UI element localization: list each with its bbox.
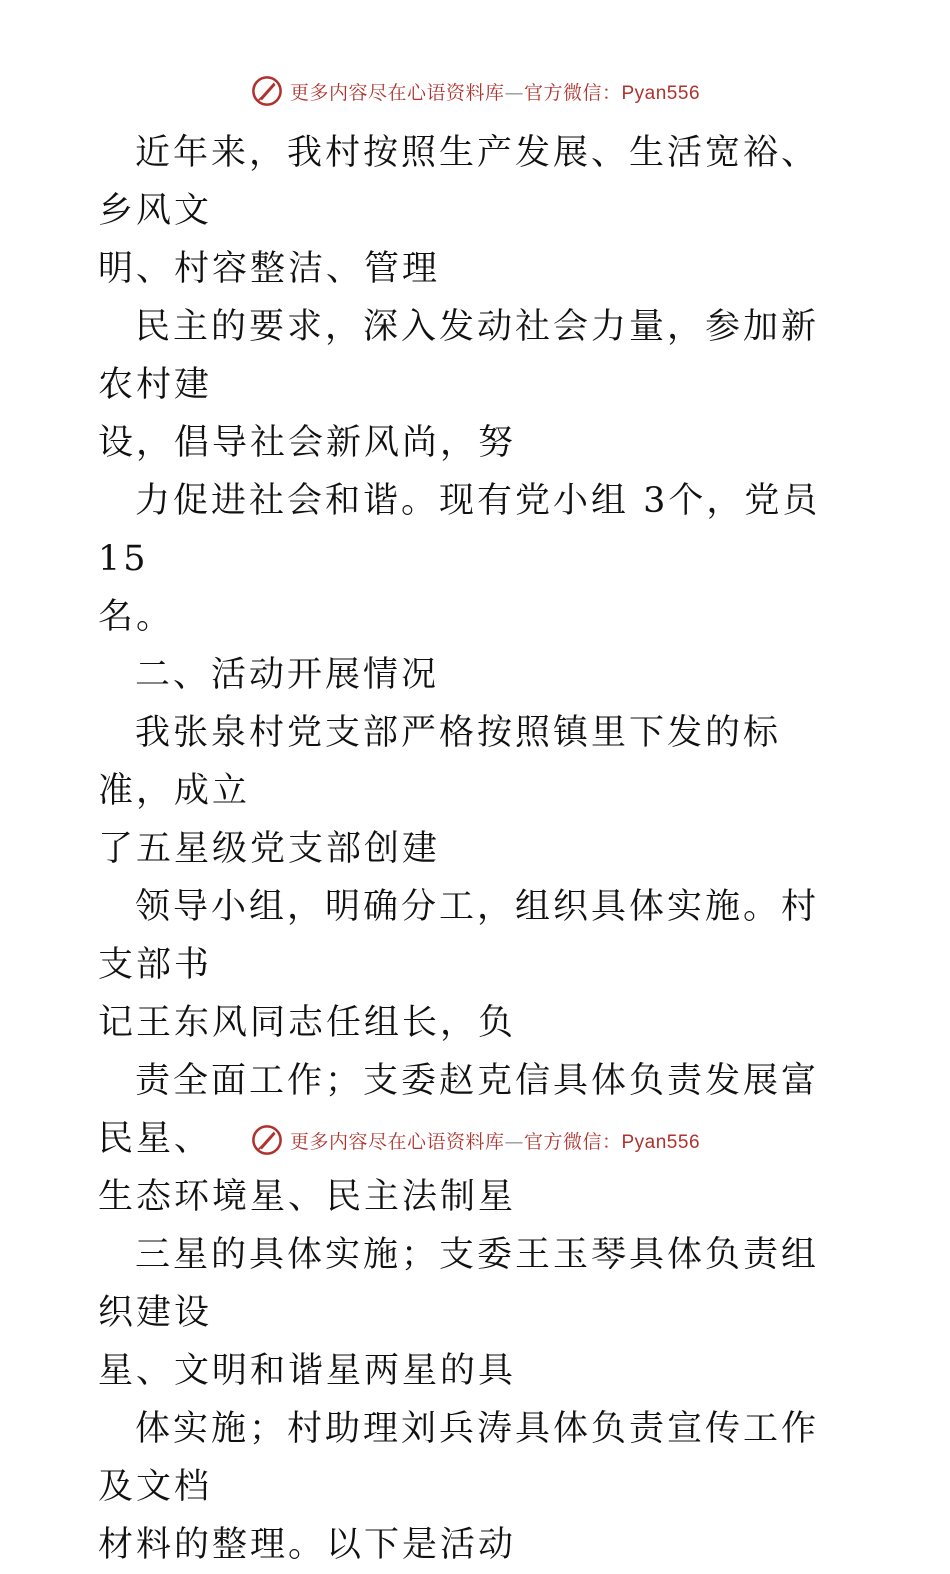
quill-logo-icon [250,1123,284,1157]
quill-logo-icon [250,74,284,108]
paragraph: 我张泉村党支部严格按照镇里下发的标准，成立 了五星级党支部创建 [98,713,782,869]
paragraph: 责全面工作；支委赵克信具体负责发展富民星、 生态环境星、民主法制星 [98,1061,820,1217]
header-watermark [0,71,950,111]
paragraph: 体实施；村助理刘兵涛具体负责宣传工作及文档 材料的整理。以下是活动 [98,1409,820,1565]
paragraph: 民主的要求，深入发动社会力量，参加新农村建 设，倡导社会新风尚，努 [98,307,820,463]
paragraph: 三星的具体实施；支委王玉琴具体负责组织建设 星、文明和谐星两星的具 [98,1235,820,1391]
paragraph: 近年来，我村按照生产发展、生活宽裕、乡风文 明、村容整洁、管理 [98,133,820,289]
document-body [98,124,854,1574]
paragraph: 领导小组，明确分工，组织具体实施。村支部书 记王东风同志任组长，负 [98,887,820,1043]
watermark-text: 更多内容尽在心语资料库—官方微信：Pyan556 [289,1130,701,1153]
section-heading: 二、活动开展情况 [135,655,440,695]
footer-watermark [0,1120,950,1160]
watermark-text: 更多内容尽在心语资料库—官方微信：Pyan556 [289,81,701,104]
paragraph: 力促进社会和谐。现有党小组 3个，党员 15 名。 [98,481,821,637]
